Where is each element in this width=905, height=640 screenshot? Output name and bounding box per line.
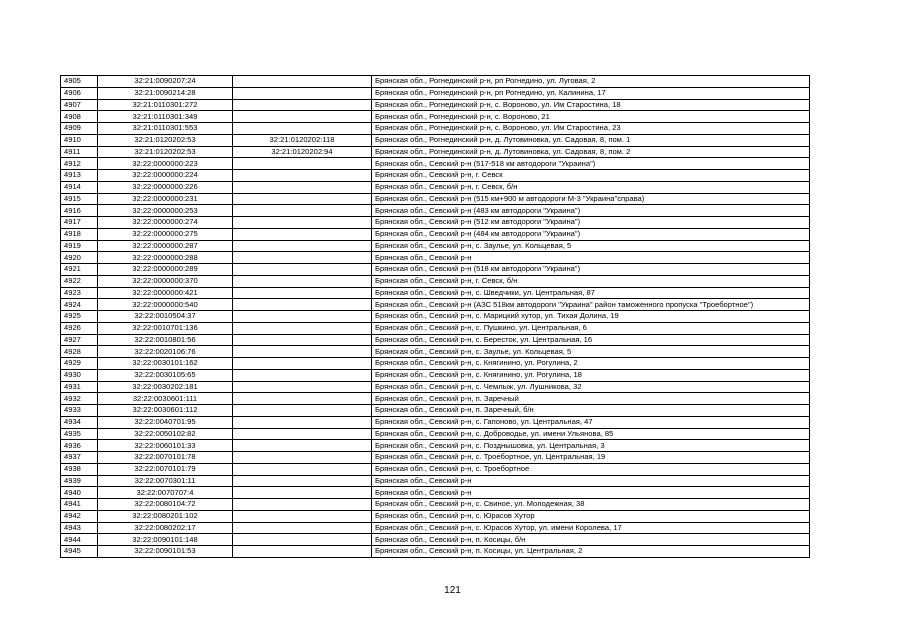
row-number-cell: 4905 xyxy=(61,76,98,88)
row-number-cell: 4908 xyxy=(61,111,98,123)
row-number-cell: 4917 xyxy=(61,217,98,229)
cadastral-number-cell: 32:21:0120202:53 xyxy=(98,146,233,158)
address-cell: Брянская обл., Севский р-н xyxy=(372,252,810,264)
row-number-cell: 4943 xyxy=(61,522,98,534)
address-cell: Брянская обл., Севский р-н xyxy=(372,487,810,499)
row-number-cell: 4926 xyxy=(61,322,98,334)
row-number-cell: 4922 xyxy=(61,275,98,287)
row-number-cell: 4911 xyxy=(61,146,98,158)
address-cell: Брянская обл., Рогнединский р-н, с. Вороново, 21 xyxy=(372,111,810,123)
row-number-cell: 4909 xyxy=(61,123,98,135)
table-row xyxy=(61,405,810,417)
address-cell: Брянская обл., Севский р-н, с. Свиное, ул. Молодежная, 38 xyxy=(372,499,810,511)
table-row xyxy=(61,499,810,511)
cadastral-number-cell: 32:22:0000000:289 xyxy=(98,264,233,276)
cadastral-number-cell: 32:22:0010801:56 xyxy=(98,334,233,346)
table-row xyxy=(61,111,810,123)
cadastral-number-cell: 32:22:0070101:78 xyxy=(98,452,233,464)
row-number-cell: 4925 xyxy=(61,311,98,323)
cadastral-number-cell: 32:22:0070707:4 xyxy=(98,487,233,499)
parent-cadastral-cell xyxy=(233,358,372,370)
address-cell: Брянская обл., Севский р-н (483 км автодороги "Украина") xyxy=(372,205,810,217)
row-number-cell: 4914 xyxy=(61,181,98,193)
address-cell: Брянская обл., Севский р-н (512 км автодороги "Украина") xyxy=(372,217,810,229)
table-row xyxy=(61,346,810,358)
cadastral-number-cell: 32:22:0000000:223 xyxy=(98,158,233,170)
row-number-cell: 4945 xyxy=(61,546,98,558)
address-cell: Брянская обл., Севский р-н, п. Косицы, ул. Центральная, 2 xyxy=(372,546,810,558)
row-number-cell: 4920 xyxy=(61,252,98,264)
row-number-cell: 4910 xyxy=(61,134,98,146)
row-number-cell: 4932 xyxy=(61,393,98,405)
row-number-cell: 4923 xyxy=(61,287,98,299)
parent-cadastral-cell xyxy=(233,217,372,229)
address-cell: Брянская обл., Севский р-н (517-518 км автодороги "Украина") xyxy=(372,158,810,170)
address-cell: Брянская обл., Рогнединский р-н, д. Лутовиновка, ул. Садовая, 8, пом. 1 xyxy=(372,134,810,146)
row-number-cell: 4931 xyxy=(61,381,98,393)
table-row xyxy=(61,252,810,264)
parent-cadastral-cell xyxy=(233,440,372,452)
parent-cadastral-cell xyxy=(233,170,372,182)
address-cell: Брянская обл., Рогнединский р-н, рп Рогнедино, ул. Луговая, 2 xyxy=(372,76,810,88)
address-cell: Брянская обл., Севский р-н, с. Княгинино, ул. Рогулина, 2 xyxy=(372,358,810,370)
table-row xyxy=(61,287,810,299)
address-cell: Брянская обл., Севский р-н, с. Княгинино, ул. Рогулина, 18 xyxy=(372,369,810,381)
cadastral-number-cell: 32:22:0000000:288 xyxy=(98,252,233,264)
cadastral-number-cell: 32:21:0110301:272 xyxy=(98,99,233,111)
cadastral-number-cell: 32:22:0090101:53 xyxy=(98,546,233,558)
table-row xyxy=(61,123,810,135)
address-cell: Брянская обл., Севский р-н, с. Юрасов Хутор xyxy=(372,510,810,522)
table-row xyxy=(61,193,810,205)
table-row xyxy=(61,522,810,534)
address-cell: Брянская обл., Севский р-н, с. Гапоново, ул. Центральная, 47 xyxy=(372,416,810,428)
row-number-cell: 4916 xyxy=(61,205,98,217)
parent-cadastral-cell xyxy=(233,346,372,358)
address-cell: Брянская обл., Севский р-н, г. Севск, б/н xyxy=(372,181,810,193)
row-number-cell: 4939 xyxy=(61,475,98,487)
parent-cadastral-cell xyxy=(233,452,372,464)
row-number-cell: 4927 xyxy=(61,334,98,346)
parent-cadastral-cell xyxy=(233,99,372,111)
cadastral-number-cell: 32:22:0000000:274 xyxy=(98,217,233,229)
address-cell: Брянская обл., Севский р-н, с. Заулье, ул. Кольцевая, 5 xyxy=(372,240,810,252)
cadastral-number-cell: 32:22:0000000:224 xyxy=(98,170,233,182)
table-row xyxy=(61,299,810,311)
parent-cadastral-cell xyxy=(233,240,372,252)
row-number-cell: 4928 xyxy=(61,346,98,358)
cadastral-number-cell: 32:22:0030601:111 xyxy=(98,393,233,405)
cadastral-number-cell: 32:22:0000000:275 xyxy=(98,228,233,240)
table-row xyxy=(61,393,810,405)
table-row xyxy=(61,416,810,428)
cadastral-number-cell: 32:22:0000000:231 xyxy=(98,193,233,205)
row-number-cell: 4940 xyxy=(61,487,98,499)
cadastral-number-cell: 32:22:0030202:181 xyxy=(98,381,233,393)
cadastral-number-cell: 32:22:0030101:162 xyxy=(98,358,233,370)
row-number-cell: 4933 xyxy=(61,405,98,417)
cadastral-number-cell: 32:22:0000000:540 xyxy=(98,299,233,311)
row-number-cell: 4942 xyxy=(61,510,98,522)
parent-cadastral-cell: 32:21:0120202:118 xyxy=(233,134,372,146)
row-number-cell: 4906 xyxy=(61,87,98,99)
address-cell: Брянская обл., Севский р-н, п. Заречный, б/н xyxy=(372,405,810,417)
parent-cadastral-cell xyxy=(233,228,372,240)
table-body xyxy=(61,76,810,558)
parent-cadastral-cell xyxy=(233,311,372,323)
address-cell: Брянская обл., Рогнединский р-н, с. Вороново, ул. Им Старостина, 23 xyxy=(372,123,810,135)
table-row xyxy=(61,217,810,229)
parent-cadastral-cell xyxy=(233,322,372,334)
table-row xyxy=(61,440,810,452)
parent-cadastral-cell xyxy=(233,499,372,511)
parent-cadastral-cell xyxy=(233,510,372,522)
row-number-cell: 4930 xyxy=(61,369,98,381)
parent-cadastral-cell xyxy=(233,463,372,475)
table-row xyxy=(61,463,810,475)
cadastral-number-cell: 32:22:0040701:95 xyxy=(98,416,233,428)
cadastral-number-cell: 32:22:0090101:148 xyxy=(98,534,233,546)
parent-cadastral-cell xyxy=(233,87,372,99)
row-number-cell: 4941 xyxy=(61,499,98,511)
table-row xyxy=(61,381,810,393)
cadastral-number-cell: 32:22:0030105:65 xyxy=(98,369,233,381)
row-number-cell: 4937 xyxy=(61,452,98,464)
parent-cadastral-cell xyxy=(233,158,372,170)
parent-cadastral-cell xyxy=(233,287,372,299)
table-row xyxy=(61,275,810,287)
row-number-cell: 4912 xyxy=(61,158,98,170)
cadastral-number-cell: 32:22:0000000:226 xyxy=(98,181,233,193)
table-row xyxy=(61,311,810,323)
parent-cadastral-cell xyxy=(233,193,372,205)
parent-cadastral-cell: 32:21:0120202:94 xyxy=(233,146,372,158)
parent-cadastral-cell xyxy=(233,475,372,487)
row-number-cell: 4918 xyxy=(61,228,98,240)
row-number-cell: 4924 xyxy=(61,299,98,311)
cadastral-number-cell: 32:22:0000000:370 xyxy=(98,275,233,287)
address-cell: Брянская обл., Севский р-н, с. Шведчики, ул. Центральная, 87 xyxy=(372,287,810,299)
address-cell: Брянская обл., Севский р-н, с. Марицкий хутор, ул. Тихая Долина, 19 xyxy=(372,311,810,323)
address-cell: Брянская обл., Севский р-н, с. Бересток, ул. Центральная, 16 xyxy=(372,334,810,346)
table-row xyxy=(61,240,810,252)
row-number-cell: 4929 xyxy=(61,358,98,370)
table-row xyxy=(61,322,810,334)
parent-cadastral-cell xyxy=(233,76,372,88)
cadastral-number-cell: 32:21:0120202:53 xyxy=(98,134,233,146)
cadastral-number-cell: 32:22:0010701:136 xyxy=(98,322,233,334)
cadastral-number-cell: 32:22:0020106:76 xyxy=(98,346,233,358)
address-cell: Брянская обл., Севский р-н (484 км автодороги "Украина") xyxy=(372,228,810,240)
address-cell: Брянская обл., Севский р-н, г. Севск xyxy=(372,170,810,182)
address-cell: Брянская обл., Севский р-н, п. Заречный xyxy=(372,393,810,405)
cadastral-number-cell: 32:22:0070301:11 xyxy=(98,475,233,487)
page-number: 121 xyxy=(444,585,461,596)
address-cell: Брянская обл., Севский р-н (518 км автодороги "Украина") xyxy=(372,264,810,276)
row-number-cell: 4907 xyxy=(61,99,98,111)
address-cell: Брянская обл., Севский р-н, с. Чемлыж, ул. Лушникова, 32 xyxy=(372,381,810,393)
cadastral-number-cell: 32:22:0000000:421 xyxy=(98,287,233,299)
table-row xyxy=(61,87,810,99)
cadastral-number-cell: 32:22:0030601:112 xyxy=(98,405,233,417)
address-cell: Брянская обл., Рогнединский р-н, д. Лутовиновка, ул. Садовая, 8, пом. 2 xyxy=(372,146,810,158)
parent-cadastral-cell xyxy=(233,123,372,135)
parent-cadastral-cell xyxy=(233,205,372,217)
address-cell: Брянская обл., Севский р-н xyxy=(372,475,810,487)
cadastral-number-cell: 32:21:0110301:349 xyxy=(98,111,233,123)
parent-cadastral-cell xyxy=(233,264,372,276)
address-cell: Брянская обл., Севский р-н (515 км+900 м автодороги М-3 "Украина"справа) xyxy=(372,193,810,205)
parent-cadastral-cell xyxy=(233,369,372,381)
row-number-cell: 4938 xyxy=(61,463,98,475)
row-number-cell: 4935 xyxy=(61,428,98,440)
parent-cadastral-cell xyxy=(233,546,372,558)
table-row xyxy=(61,534,810,546)
address-cell: Брянская обл., Севский р-н, с. Доброводье, ул. имени Ульянова, 85 xyxy=(372,428,810,440)
table-row xyxy=(61,358,810,370)
table-row xyxy=(61,134,810,146)
table-row xyxy=(61,228,810,240)
parent-cadastral-cell xyxy=(233,416,372,428)
address-cell: Брянская обл., Севский р-н, с. Троебортное xyxy=(372,463,810,475)
row-number-cell: 4944 xyxy=(61,534,98,546)
cadastral-number-cell: 32:21:0090207:24 xyxy=(98,76,233,88)
cadastral-number-cell: 32:22:0010504:37 xyxy=(98,311,233,323)
table-row xyxy=(61,205,810,217)
address-cell: Брянская обл., Рогнединский р-н, рп Рогнедино, ул. Калинина, 17 xyxy=(372,87,810,99)
address-cell: Брянская обл., Севский р-н, г. Севск, б/н xyxy=(372,275,810,287)
table-row xyxy=(61,264,810,276)
parent-cadastral-cell xyxy=(233,534,372,546)
table-row xyxy=(61,369,810,381)
table-row xyxy=(61,158,810,170)
address-cell: Брянская обл., Севский р-н, с. Пушкино, ул. Центральная, 6 xyxy=(372,322,810,334)
parent-cadastral-cell xyxy=(233,299,372,311)
table-row xyxy=(61,99,810,111)
parent-cadastral-cell xyxy=(233,522,372,534)
table-row xyxy=(61,146,810,158)
parent-cadastral-cell xyxy=(233,334,372,346)
cadastral-number-cell: 32:22:0070101:79 xyxy=(98,463,233,475)
address-cell: Брянская обл., Севский р-н, с. Позднышовка, ул. Центральная, 3 xyxy=(372,440,810,452)
cadastral-number-cell: 32:22:0050102:82 xyxy=(98,428,233,440)
parent-cadastral-cell xyxy=(233,487,372,499)
table-row xyxy=(61,452,810,464)
address-cell: Брянская обл., Севский р-н (АЗС 518км автодороги "Украина" район таможенного пропуска "Троебортное") xyxy=(372,299,810,311)
parent-cadastral-cell xyxy=(233,428,372,440)
parent-cadastral-cell xyxy=(233,405,372,417)
table-row xyxy=(61,487,810,499)
cadastral-number-cell: 32:22:0000000:253 xyxy=(98,205,233,217)
row-number-cell: 4915 xyxy=(61,193,98,205)
parent-cadastral-cell xyxy=(233,275,372,287)
row-number-cell: 4913 xyxy=(61,170,98,182)
parent-cadastral-cell xyxy=(233,111,372,123)
cadastral-number-cell: 32:21:0090214:28 xyxy=(98,87,233,99)
table-row xyxy=(61,76,810,88)
table-row xyxy=(61,334,810,346)
parent-cadastral-cell xyxy=(233,181,372,193)
cadastral-number-cell: 32:22:0080201:102 xyxy=(98,510,233,522)
cadastral-number-cell: 32:21:0110301:553 xyxy=(98,123,233,135)
table-row xyxy=(61,510,810,522)
address-cell: Брянская обл., Севский р-н, с. Троебортное, ул. Центральная, 19 xyxy=(372,452,810,464)
cadastral-number-cell: 32:22:0080202:17 xyxy=(98,522,233,534)
row-number-cell: 4921 xyxy=(61,264,98,276)
address-cell: Брянская обл., Рогнединский р-н, с. Вороново, ул. Им Старостина, 18 xyxy=(372,99,810,111)
parent-cadastral-cell xyxy=(233,252,372,264)
table-row xyxy=(61,475,810,487)
table-row xyxy=(61,546,810,558)
address-cell: Брянская обл., Севский р-н, с. Заулье, ул. Кольцевая, 5 xyxy=(372,346,810,358)
table-row xyxy=(61,428,810,440)
cadastral-number-cell: 32:22:0060101:33 xyxy=(98,440,233,452)
address-cell: Брянская обл., Севский р-н, п. Косицы, б/н xyxy=(372,534,810,546)
row-number-cell: 4919 xyxy=(61,240,98,252)
table-row xyxy=(61,181,810,193)
address-cell: Брянская обл., Севский р-н, с. Юрасов Хутор, ул. имени Королева, 17 xyxy=(372,522,810,534)
parent-cadastral-cell xyxy=(233,393,372,405)
row-number-cell: 4936 xyxy=(61,440,98,452)
row-number-cell: 4934 xyxy=(61,416,98,428)
property-register-table xyxy=(60,75,810,558)
table-row xyxy=(61,170,810,182)
cadastral-number-cell: 32:22:0080104:72 xyxy=(98,499,233,511)
parent-cadastral-cell xyxy=(233,381,372,393)
cadastral-number-cell: 32:22:0000000:287 xyxy=(98,240,233,252)
